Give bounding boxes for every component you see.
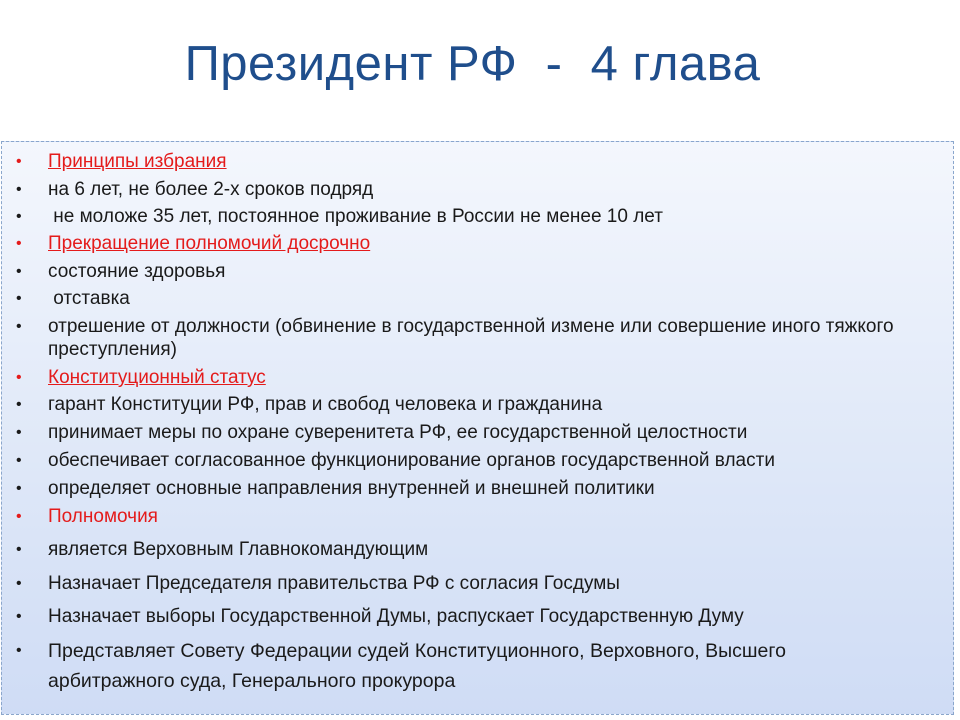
bullet-icon: •	[16, 369, 22, 386]
bullet-icon: •	[16, 396, 22, 413]
list-item-text: состояние здоровья	[48, 261, 226, 282]
list-item-text: Назначает выборы Государственной Думы, распускает Государственную Думу	[48, 606, 744, 627]
bullet-icon: •	[16, 318, 22, 335]
bullet-icon: •	[16, 153, 22, 170]
bullet-icon: •	[16, 608, 22, 625]
bullet-icon: •	[16, 452, 22, 469]
list-item-text: Представляет Совету Федерации судей Конституционного, Верховного, Высшего арбитражного суда, Генерального прокурора	[48, 640, 786, 692]
content-box	[1, 141, 954, 715]
list-item-text: обеспечивает согласованное функционирование органов государственной власти	[48, 450, 775, 471]
list-item-text: Принципы избрания	[48, 151, 227, 172]
list-item-text: определяет основные направления внутренней и внешней политики	[48, 478, 655, 499]
slide-title: Президент РФ - 4 глава	[184, 37, 761, 91]
list-item-text: Конституционный статус	[48, 367, 266, 388]
list-item-text: отрешение от должности (обвинение в государственной измене или совершение иного тяжкого преступления)	[48, 316, 894, 360]
bullet-icon: •	[16, 642, 22, 659]
list-item-text: принимает меры по охране суверенитета РФ, ее государственной целостности	[48, 422, 748, 443]
list-item-text: отставка	[48, 288, 130, 309]
list-item-text: Прекращение полномочий досрочно	[48, 233, 371, 254]
bullet-icon: •	[16, 263, 22, 280]
list-item-text: является Верховным Главнокомандующим	[48, 539, 429, 560]
list-item-text: на 6 лет, не более 2-х сроков подряд	[48, 179, 374, 200]
bullet-icon: •	[16, 508, 22, 525]
list-item-text: Полномочия	[48, 506, 158, 527]
bullet-icon: •	[16, 208, 22, 225]
bullet-icon: •	[16, 235, 22, 252]
list-item-text: гарант Конституции РФ, прав и свобод человека и гражданина	[48, 394, 603, 415]
bullet-icon: •	[16, 290, 22, 307]
list-item-text: Назначает Председателя правительства РФ с согласия Госдумы	[48, 573, 620, 594]
bullet-icon: •	[16, 541, 22, 558]
bullet-icon: •	[16, 181, 22, 198]
bullet-icon: •	[16, 575, 22, 592]
bullet-icon: •	[16, 424, 22, 441]
list-item-text: не моложе 35 лет, постоянное проживание в России не менее 10 лет	[48, 206, 663, 227]
bullet-icon: •	[16, 480, 22, 497]
